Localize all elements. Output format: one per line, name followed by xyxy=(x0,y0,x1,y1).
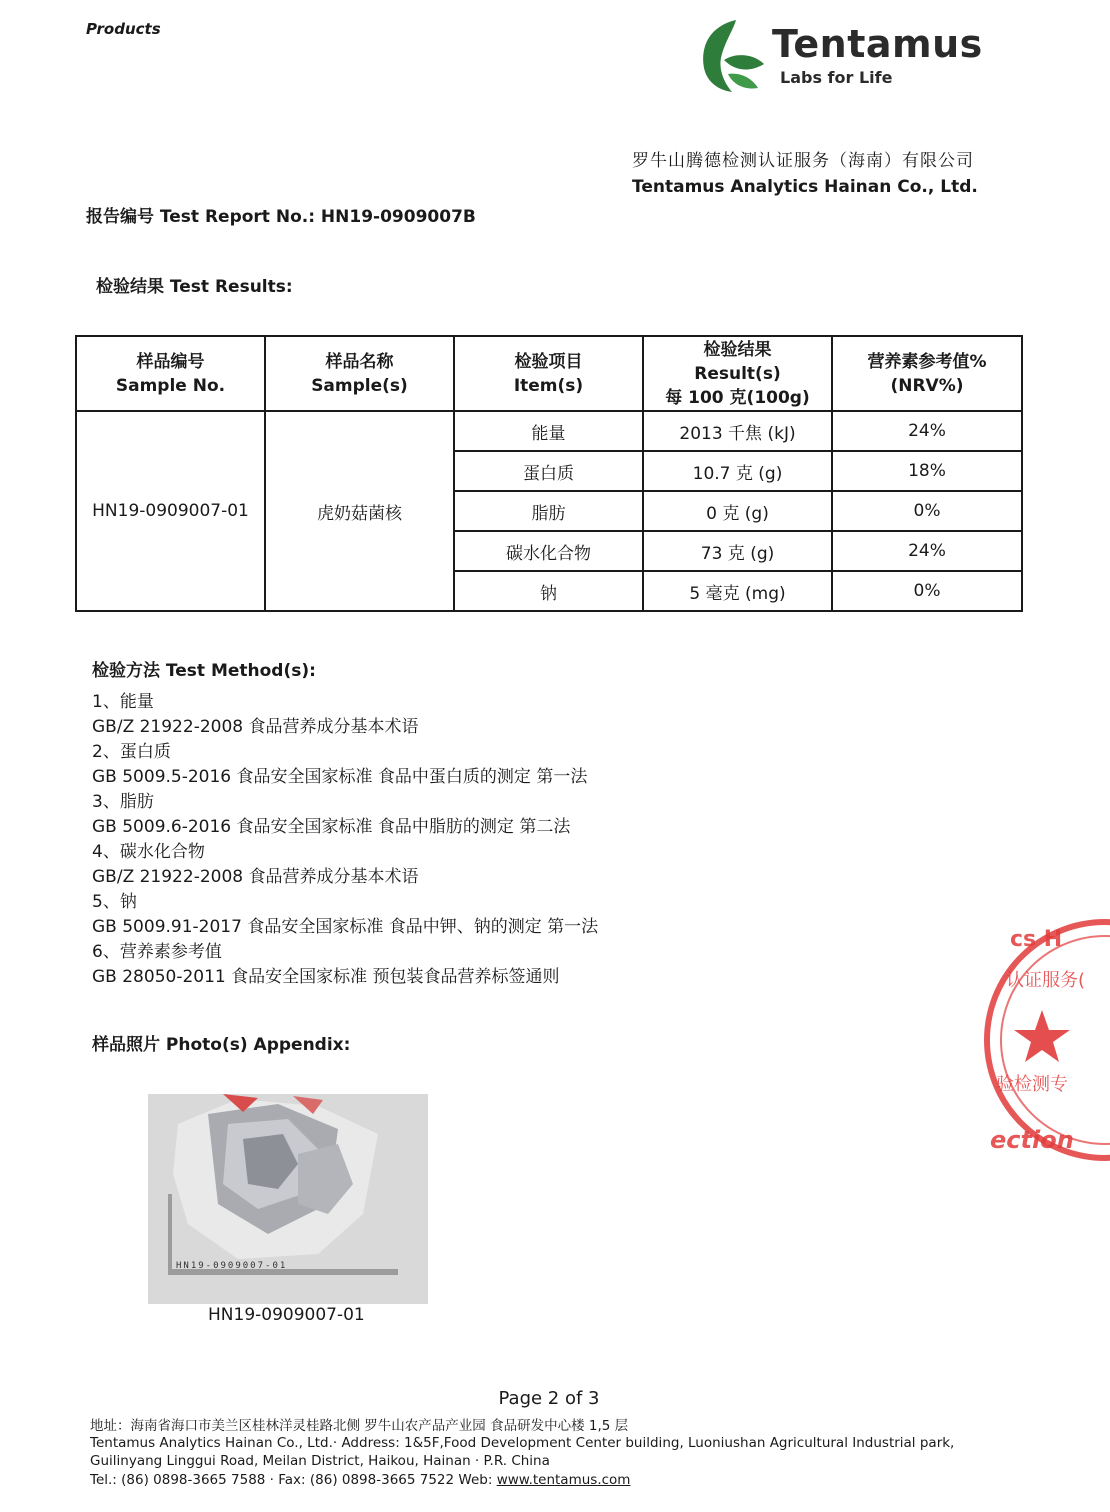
item-cell: 脂肪 xyxy=(454,491,643,531)
method-line: GB 5009.6-2016 食品安全国家标准 食品中脂肪的测定 第二法 xyxy=(92,817,571,837)
sample-bag-image xyxy=(148,1094,428,1304)
method-line: GB/Z 21922-2008 食品营养成分基本术语 xyxy=(92,717,419,737)
result-cell: 73 克 (g) xyxy=(643,531,832,571)
method-line: GB/Z 21922-2008 食品营养成分基本术语 xyxy=(92,867,419,887)
website-link[interactable]: www.tentamus.com xyxy=(496,1472,631,1488)
svg-text:cs H: cs H xyxy=(1010,927,1063,952)
result-cell: 5 毫克 (mg) xyxy=(643,571,832,611)
method-line: 3、脂肪 xyxy=(92,792,154,812)
products-label: Products xyxy=(86,20,161,38)
nrv-cell: 18% xyxy=(832,451,1022,491)
company-name-en: Tentamus Analytics Hainan Co., Ltd. xyxy=(632,177,978,197)
table-row xyxy=(76,411,1022,451)
result-cell: 0 克 (g) xyxy=(643,491,832,531)
tentamus-logo xyxy=(698,16,983,96)
item-cell: 能量 xyxy=(454,411,643,451)
col-items: 检验项目 Item(s) xyxy=(454,336,643,411)
result-cell: 2013 千焦 (kJ) xyxy=(643,411,832,451)
logo-tagline: Labs for Life xyxy=(780,68,893,87)
method-line: GB 5009.91-2017 食品安全国家标准 食品中钾、钠的测定 第一法 xyxy=(92,917,599,937)
svg-text:验检测专: 验检测专 xyxy=(996,1074,1068,1095)
item-cell: 碳水化合物 xyxy=(454,531,643,571)
photo-heading: 样品照片 Photo(s) Appendix: xyxy=(92,1035,351,1055)
sample-name-cell: 虎奶菇菌核 xyxy=(265,411,454,611)
page-number: Page 2 of 3 xyxy=(498,1388,600,1409)
item-cell: 钠 xyxy=(454,571,643,611)
sample-no-cell: HN19-0909007-01 xyxy=(76,411,265,611)
report-number: 报告编号 Test Report No.: HN19-0909007B xyxy=(86,207,476,227)
nrv-cell: 24% xyxy=(832,411,1022,451)
leaf-logo-icon xyxy=(698,16,768,96)
col-nrv: 营养素参考值% (NRV%) xyxy=(832,336,1022,411)
method-line: 4、碳水化合物 xyxy=(92,842,205,862)
footer-address-en-1: Tentamus Analytics Hainan Co., Ltd.· Address: 1&5F,Food Development Center building, Luoniushan Agricultural Industrial park, xyxy=(90,1435,955,1451)
photo-caption: HN19-0909007-01 xyxy=(208,1305,365,1325)
results-table xyxy=(75,335,1023,612)
official-stamp xyxy=(980,910,1110,1170)
nrv-cell: 0% xyxy=(832,491,1022,531)
footer-address-cn: 地址：海南省海口市美兰区桂林洋灵桂路北侧 罗牛山农产品产业园 食品研发中心楼 1,5 层 xyxy=(90,1418,629,1434)
col-results: 检验结果 Result(s) 每 100 克(100g) xyxy=(643,336,832,411)
method-line: GB 5009.5-2016 食品安全国家标准 食品中蛋白质的测定 第一法 xyxy=(92,767,588,787)
col-sample-name: 样品名称 Sample(s) xyxy=(265,336,454,411)
company-name-cn: 罗牛山腾德检测认证服务（海南）有限公司 xyxy=(632,151,974,171)
footer-contact-text: Tel.: (86) 0898-3665 7588 · Fax: (86) 0898-3665 7522 Web: xyxy=(90,1472,497,1488)
svg-text:ection: ection xyxy=(990,1126,1074,1154)
svg-text:认证服务(: 认证服务( xyxy=(1006,970,1086,991)
photo-sample-label: HN19-0909007-01 xyxy=(176,1261,288,1271)
result-cell: 10.7 克 (g) xyxy=(643,451,832,491)
results-heading: 检验结果 Test Results: xyxy=(96,277,293,297)
method-line: 5、钠 xyxy=(92,892,137,912)
logo-wordmark: Tentamus xyxy=(772,22,983,66)
method-line: GB 28050-2011 食品安全国家标准 预包装食品营养标签通则 xyxy=(92,967,560,987)
nrv-cell: 24% xyxy=(832,531,1022,571)
footer-address-en-2: Guilinyang Linggui Road, Meilan District, Haikou, Hainan · P.R. China xyxy=(90,1453,550,1469)
item-cell: 蛋白质 xyxy=(454,451,643,491)
table-header-row xyxy=(76,336,1022,411)
col-sample-no: 样品编号 Sample No. xyxy=(76,336,265,411)
nrv-cell: 0% xyxy=(832,571,1022,611)
methods-heading: 检验方法 Test Method(s): xyxy=(92,661,316,681)
method-line: 6、营养素参考值 xyxy=(92,942,222,962)
sample-photo xyxy=(148,1094,428,1304)
stamp-seal-icon xyxy=(980,910,1110,1170)
method-line: 1、能量 xyxy=(92,692,154,712)
method-line: 2、蛋白质 xyxy=(92,742,171,762)
footer-contact xyxy=(90,1472,630,1488)
